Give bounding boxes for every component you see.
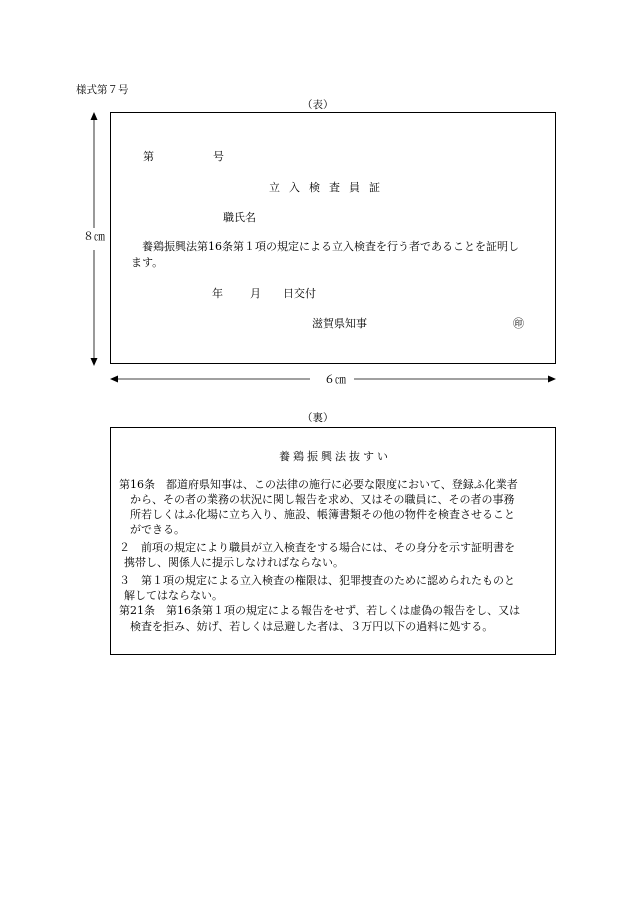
law-excerpt-line: 検査を拒み、妨げ、若しくは忌避した者は、３万円以下の過料に処する。 [130, 620, 494, 633]
law-excerpt-line: 携帯し、関係人に提示しなければならない。 [124, 556, 344, 569]
form-number-label: 様式第７号 [76, 84, 129, 96]
issue-year-label: 年 [212, 287, 223, 300]
seal-mark: ㊞ [513, 317, 524, 330]
height-dimension-label: ８㎝ [83, 230, 105, 243]
position-name-label: 職氏名 [223, 211, 256, 224]
card-title: 立入検査員証 [269, 181, 389, 194]
back-side-label: （裏） [302, 412, 334, 424]
back-title: 養鶏振興法抜すい [279, 450, 391, 463]
issue-month-label: 月 [250, 287, 261, 300]
law-excerpt-line: ２ 前項の規定により職員が立入検査をする場合には、その身分を示す証明書を [119, 541, 515, 554]
law-excerpt-line: 第21条 第16条第１項の規定による報告をせず、若しくは虚偽の報告をし、又は [119, 604, 521, 617]
certification-text-line1: 養鶏振興法第16条第１項の規定による立入検査を行う者であることを証明し [142, 240, 519, 253]
certification-text-line2: ます。 [131, 256, 164, 269]
id-card-back [110, 427, 556, 655]
law-excerpt-line: ３ 第１項の規定による立入検査の権限は、犯罪捜査のために認められたものと [119, 574, 515, 587]
law-excerpt-line: 解してはならない。 [124, 589, 223, 602]
number-suffix: 号 [213, 150, 224, 163]
issuer-name: 滋賀県知事 [312, 317, 367, 330]
law-excerpt-line: 所若しくはふ化場に立ち入り、施設、帳簿書類その他の物件を検査させること [130, 508, 515, 521]
number-prefix: 第 [143, 150, 154, 163]
width-dimension-label: ６㎝ [324, 373, 346, 386]
law-excerpt-line: 第16条 都道府県知事は、この法律の施行に必要な限度において、登録ふ化業者 [119, 478, 518, 491]
front-side-label: （表） [302, 99, 334, 111]
id-card-front [110, 112, 556, 364]
law-excerpt-line: ができる。 [130, 523, 185, 536]
issue-day-label: 日交付 [283, 287, 316, 300]
law-excerpt-line: から、その者の業務の状況に関し報告を求め、又はその職員に、その者の事務 [130, 493, 515, 506]
